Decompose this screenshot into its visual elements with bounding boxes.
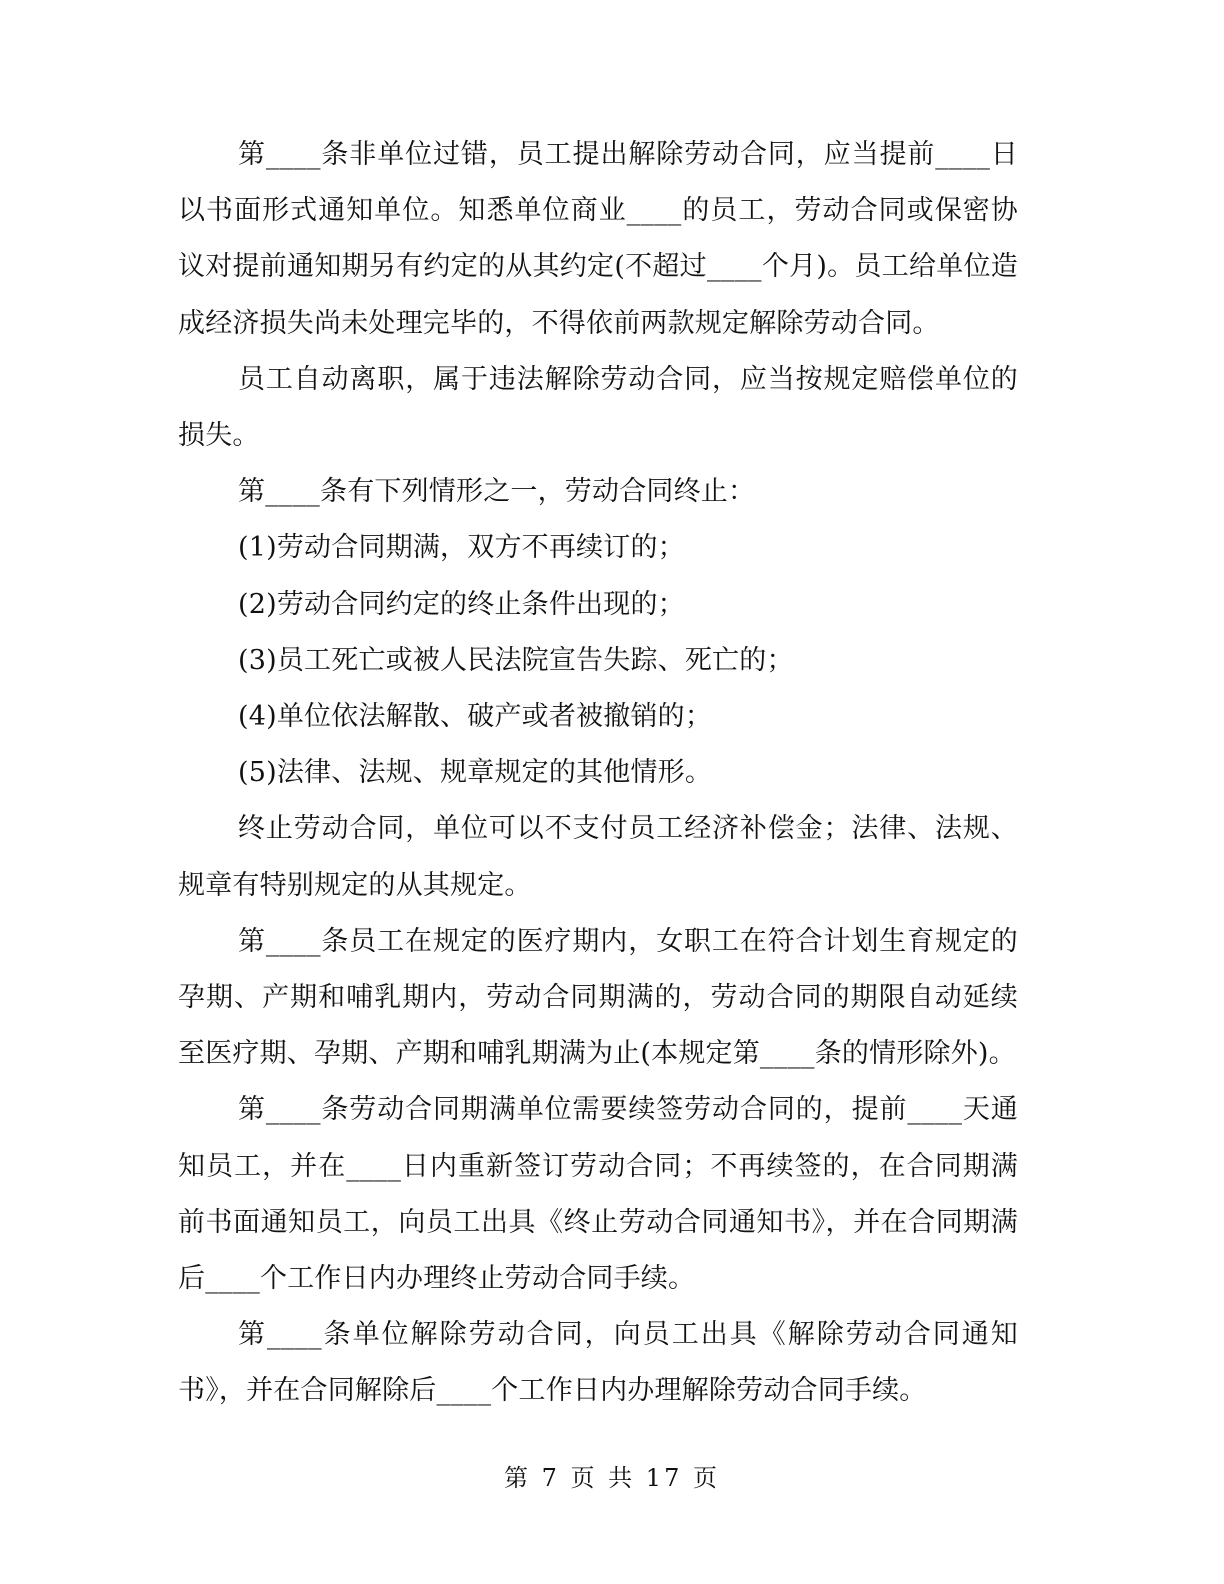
list-item-termination-5: (5)法律、法规、规章规定的其他情形。 [238,757,713,789]
document-body [178,127,1018,1420]
paragraph-article-resignation-notice: 第____条非单位过错，员工提出解除劳动合同，应当提前____日以书面形式通知单位。知悉单位商业____的员工，劳动合同或保密协议对提前通知期另有约定的从其约定(不超过____个月)。员工给单位造成经济损失尚未处理完毕的，不得依前两款规定解除劳动合同。 [178,139,1018,339]
paragraph-article-termination: 第____条有下列情形之一，劳动合同终止： [238,476,756,508]
list-item-termination-3: (3)员工死亡或被人民法院宣告失踪、死亡的； [238,644,794,676]
list-item-termination-4: (4)单位依法解散、破产或者被撤销的； [238,701,713,733]
paragraph-compensation: 终止劳动合同，单位可以不支付员工经济补偿金；法律、法规、规章有特别规定的从其规定。 [178,813,1018,901]
page-number-footer: 第 7 页 共 17 页 [504,1464,720,1492]
paragraph-article-renewal: 第____条劳动合同期满单位需要续签劳动合同的，提前____天通知员工，并在____日内重新签订劳动合同；不再续签的，在合同期满前书面通知员工，向员工出具《终止劳动合同通知书》，并在合同期满后____个工作日内办理终止劳动合同手续。 [178,1094,1018,1295]
list-item-termination-1: (1)劳动合同期满，双方不再续订的； [238,532,685,564]
paragraph-self-resignation: 员工自动离职，属于违法解除劳动合同，应当按规定赔偿单位的损失。 [178,363,1018,452]
paragraph-article-dismissal: 第____条单位解除劳动合同，向员工出具《解除劳动合同通知书》，并在合同解除后____个工作日内办理解除劳动合同手续。 [178,1319,1018,1407]
list-item-termination-2: (2)劳动合同约定的终止条件出现的； [238,588,685,620]
paragraph-article-extension: 第____条员工在规定的医疗期内，女职工在符合计划生育规定的孕期、产期和哺乳期内，劳动合同期满的，劳动合同的期限自动延续至医疗期、孕期、产期和哺乳期满为止(本规定第____条的情形除外)。 [178,925,1018,1070]
